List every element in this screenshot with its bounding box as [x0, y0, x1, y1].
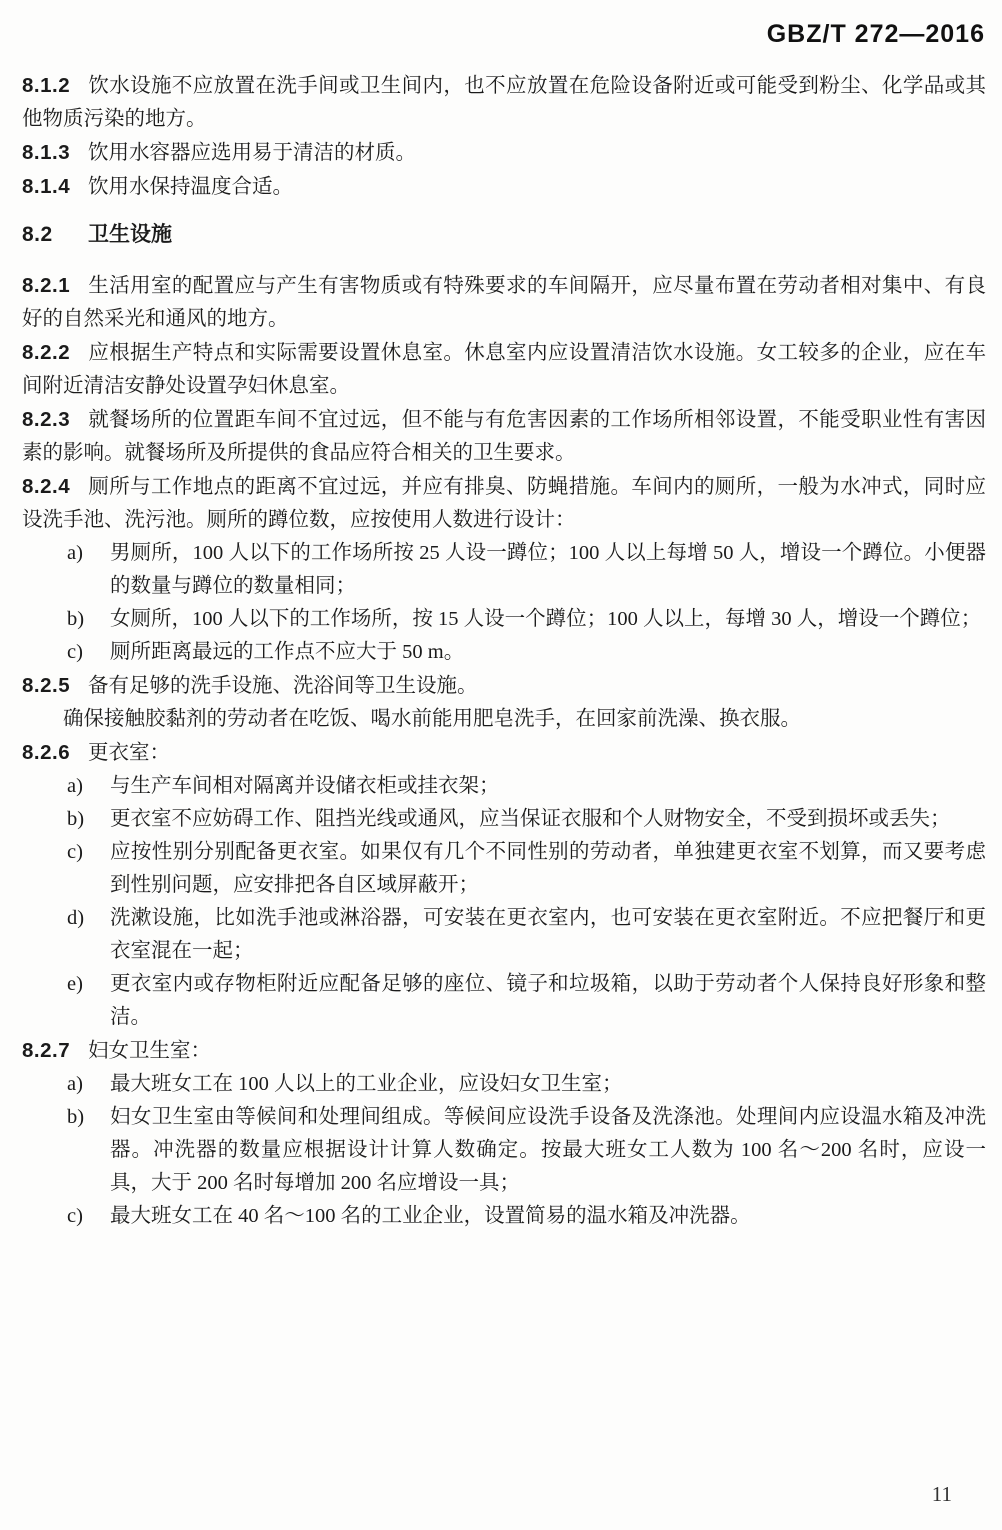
list-item-label: b): [67, 808, 85, 830]
list-item-8-2-4-b: [22, 603, 986, 636]
clause-number: 8.1.3: [22, 141, 71, 164]
clause-number: 8.2.7: [22, 1039, 71, 1062]
list-item-8-2-7-b: [22, 1101, 986, 1200]
list-item-label: c): [67, 841, 83, 863]
clause-8-2-5-note: 确保接触胶黏剂的劳动者在吃饭、喝水前能用肥皂洗手，在回家前洗澡、换衣服。: [63, 708, 801, 730]
clause-text: 更衣室：: [88, 742, 170, 764]
clause-number: 8.2.3: [22, 408, 71, 431]
list-item-8-2-6-a: [22, 770, 986, 803]
clause-number: 8.2.6: [22, 741, 71, 764]
list-item-8-2-6-e: [22, 968, 986, 1034]
clause-8-1-2: [22, 69, 986, 136]
list-item-text: 洗漱设施，比如洗手池或淋浴器，可安装在更衣室内，也可安装在更衣室附近。不应把餐厅和更衣室混在一起；: [110, 907, 986, 962]
section-heading-8-2: [22, 218, 986, 251]
clause-8-2-7: [22, 1034, 986, 1068]
list-item-text: 与生产车间相对隔离并设储衣柜或挂衣架；: [110, 775, 500, 797]
list-item-text: 女厕所，100 人以下的工作场所，按 15 人设一个蹲位；100 人以上，每增 30 人，增设一个蹲位；: [110, 608, 982, 630]
clause-number: 8.1.2: [22, 74, 71, 97]
list-item-8-2-6-d: [22, 902, 986, 968]
list-item-label: d): [67, 907, 85, 929]
list-item-label: a): [67, 775, 83, 797]
clause-text: 厕所与工作地点的距离不宜过远，并应有排臭、防蝇措施。车间内的厕所，一般为水冲式，同时应设洗手池、洗污池。厕所的蹲位数，应按使用人数进行设计：: [22, 476, 986, 531]
clause-text: 生活用室的配置应与产生有害物质或有特殊要求的车间隔开，应尽量布置在劳动者相对集中、有良好的自然采光和通风的地方。: [22, 275, 986, 330]
clause-8-2-4: [22, 470, 986, 537]
list-item-label: e): [67, 973, 83, 995]
clause-8-1-4: [22, 170, 986, 204]
list-item-8-2-7-a: [22, 1068, 986, 1101]
page-number: 11: [931, 1482, 952, 1506]
clause-8-2-2: [22, 336, 986, 403]
list-item-label: c): [67, 1205, 83, 1227]
list-item-label: a): [67, 542, 83, 564]
clause-text: 饮用水保持温度合适。: [88, 176, 293, 198]
list-item-text: 男厕所，100 人以下的工作场所按 25 人设一蹲位；100 人以上每增 50 人，增设一个蹲位。小便器的数量与蹲位的数量相同；: [110, 542, 986, 597]
list-item-text: 最大班女工在 100 人以上的工业企业，应设妇女卫生室；: [110, 1073, 623, 1095]
list-item-text: 妇女卫生室由等候间和处理间组成。等候间应设洗手设备及洗涤池。处理间内应设温水箱及冲洗器。冲洗器的数量应根据设计计算人数确定。按最大班女工人数为 100 名～200 名时，应设一具，大于 200 名时每增加 200 名应增设一具；: [110, 1106, 986, 1194]
clause-number: 8.2.1: [22, 274, 71, 297]
clause-8-2-1: [22, 269, 986, 336]
list-item-8-2-6-b: [22, 803, 986, 836]
standard-number: GBZ/T 272—2016: [766, 20, 985, 48]
list-item-8-2-4-c: [22, 636, 986, 669]
clause-number: 8.1.4: [22, 175, 71, 198]
clause-8-2-3: [22, 403, 986, 470]
clause-text: 妇女卫生室：: [88, 1040, 211, 1062]
clause-text: 应根据生产特点和实际需要设置休息室。休息室内应设置清洁饮水设施。女工较多的企业，应在车间附近清洁安静处设置孕妇休息室。: [22, 342, 986, 397]
list-item-8-2-7-c: [22, 1200, 986, 1233]
list-item-label: b): [67, 608, 85, 630]
list-item-label: a): [67, 1073, 83, 1095]
list-item-text: 最大班女工在 40 名～100 名的工业企业，设置简易的温水箱及冲洗器。: [110, 1205, 751, 1227]
list-item-8-2-6-c: [22, 836, 986, 902]
clause-text: 饮用水容器应选用易于清洁的材质。: [88, 142, 416, 164]
list-item-text: 更衣室不应妨碍工作、阻挡光线或通风，应当保证衣服和个人财物安全，不受到损坏或丢失；: [110, 808, 951, 830]
list-item-text: 应按性别分别配备更衣室。如果仅有几个不同性别的劳动者，单独建更衣室不划算，而又要考虑到性别问题，应安排把各自区域屏蔽开；: [110, 841, 986, 896]
clause-text: 饮水设施不应放置在洗手间或卫生间内，也不应放置在危险设备附近或可能受到粉尘、化学品或其他物质污染的地方。: [22, 75, 986, 130]
clause-number: 8.2.5: [22, 674, 71, 697]
document-body: [22, 69, 986, 1233]
list-item-label: c): [67, 641, 83, 663]
list-item-8-2-4-a: [22, 537, 986, 603]
clause-8-1-3: [22, 136, 986, 170]
clause-text: 备有足够的洗手设施、洗浴间等卫生设施。: [88, 675, 478, 697]
section-number: 8.2: [22, 223, 53, 246]
clause-number: 8.2.2: [22, 341, 71, 364]
list-item-text: 厕所距离最远的工作点不应大于 50 m。: [110, 641, 465, 663]
clause-number: 8.2.4: [22, 475, 71, 498]
clause-8-2-5: [22, 669, 986, 703]
document-header: [767, 20, 985, 49]
clause-text: 就餐场所的位置距车间不宜过远，但不能与有危害因素的工作场所相邻设置，不能受职业性有害因素的影响。就餐场所及所提供的食品应符合相关的卫生要求。: [22, 409, 986, 464]
list-item-label: b): [67, 1106, 85, 1128]
section-title: 卫生设施: [88, 223, 172, 246]
page-footer: [932, 1482, 952, 1507]
clause-8-2-6: [22, 736, 986, 770]
list-item-text: 更衣室内或存物柜附近应配备足够的座位、镜子和垃圾箱，以助于劳动者个人保持良好形象和整洁。: [110, 973, 986, 1028]
